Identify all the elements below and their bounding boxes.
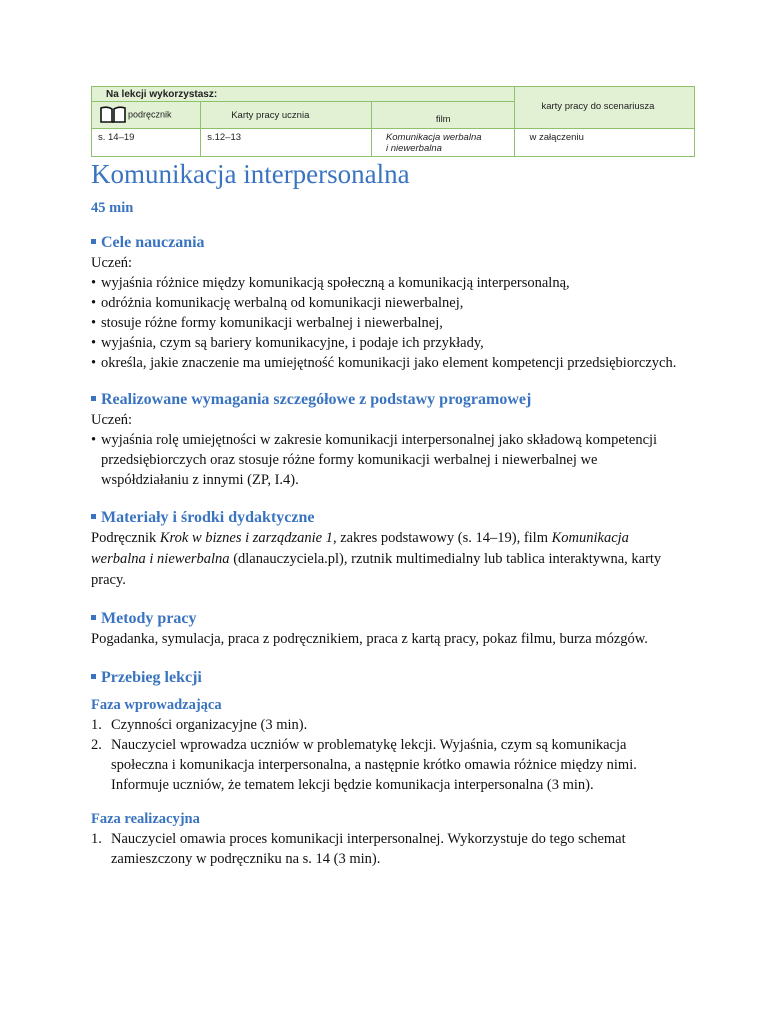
cele-list xyxy=(91,273,681,373)
section-heading-materialy xyxy=(91,508,681,528)
materialy-text: Podręcznik Krok w biznes i zarządzanie 1, zakres podstawowy (s. 14–19), film Komunikacja werbalna i niewerbalna (dlanauczyciela.pl), rzutnik multimedialny lub tablica interaktywna, karty pracy. xyxy=(91,530,662,588)
heading-text: Materiały i środki dydaktyczne xyxy=(101,509,315,526)
resources-table xyxy=(91,86,695,157)
heading-text: Cele nauczania xyxy=(101,234,205,251)
bullet-square-icon xyxy=(91,239,96,244)
wymagania-list xyxy=(91,430,681,490)
value-karty-pracy: s.12–13 xyxy=(201,129,372,157)
faza-wprowadzajaca-list xyxy=(91,715,681,795)
section-heading-cele xyxy=(91,233,681,253)
value-film-line2: i niewerbalna xyxy=(385,143,442,154)
value-podrecznik: s. 14–19 xyxy=(92,129,201,157)
value-scenariusz: w załączeniu xyxy=(515,129,695,157)
list-item: 1. Nauczyciel omawia proces komunikacji interpersonalnej. Wykorzystuje do tego schemat zamieszczony w podręczniku na s. 14 (3 min). xyxy=(91,831,626,867)
faza-realizacyjna-list xyxy=(91,829,681,869)
list-item: • wyjaśnia rolę umiejętności w zakresie komunikacji interpersonalnej jako składową kompetencji przedsiębiorczych oraz stosuje różne formy komunikacji werbalnej i niewerbalnej we współdziałaniu z innymi (ZP, I.4). xyxy=(91,432,658,488)
cele-intro: Uczeń: xyxy=(91,255,133,271)
value-film-line1: Komunikacja werbalna xyxy=(385,132,482,143)
faza-wprowadzajaca-heading: Faza wprowadzająca xyxy=(91,697,222,713)
table-title: Na lekcji wykorzystasz: xyxy=(92,87,515,102)
bullet-square-icon xyxy=(91,674,96,679)
header-karty-scenariusza: karty pracy do scenariusza xyxy=(515,87,695,129)
header-podrecznik-label: podręcznik xyxy=(128,109,172,120)
header-podrecznik xyxy=(92,102,201,129)
faza-realizacyjna-heading: Faza realizacyjna xyxy=(91,811,200,827)
bullet-square-icon xyxy=(91,514,96,519)
book-icon xyxy=(100,106,126,124)
value-film xyxy=(371,129,515,157)
duration: 45 min xyxy=(91,200,134,216)
list-item: • wyjaśnia różnice między komunikacją społeczną a komunikacją interpersonalną, xyxy=(91,275,570,291)
section-cele xyxy=(91,233,681,373)
list-item: • określa, jakie znaczenie ma umiejętność komunikacji jako element kompetencji przedsiębiorczych. xyxy=(91,355,677,371)
list-item: • wyjaśnia, czym są bariery komunikacyjne, i podaje ich przykłady, xyxy=(91,335,484,351)
list-item: • odróżnia komunikację werbalną od komunikacji niewerbalnej, xyxy=(91,295,464,311)
section-przebieg xyxy=(91,668,681,869)
bullet-square-icon xyxy=(91,396,96,401)
wymagania-intro: Uczeń: xyxy=(91,412,133,428)
heading-text: Przebieg lekcji xyxy=(101,669,202,686)
bullet-square-icon xyxy=(91,615,96,620)
page-title: Komunikacja interpersonalna xyxy=(91,159,410,189)
list-item: • stosuje różne formy komunikacji werbalnej i niewerbalnej, xyxy=(91,315,443,331)
section-materialy xyxy=(91,508,681,591)
list-item: 1. Czynności organizacyjne (3 min). xyxy=(91,717,308,733)
header-karty-pracy: Karty pracy ucznia xyxy=(201,102,372,129)
header-film: film xyxy=(371,102,515,129)
heading-text: Realizowane wymagania szczegółowe z podstawy programowej xyxy=(101,391,532,408)
section-heading-metody xyxy=(91,609,681,629)
metody-text: Pogadanka, symulacja, praca z podręcznikiem, praca z kartą pracy, pokaz filmu, burza mózgów. xyxy=(91,631,648,647)
lesson-content xyxy=(91,154,681,869)
list-item: 2. Nauczyciel wprowadza uczniów w problematykę lekcji. Wyjaśnia, czym są komunikacja społeczna i komunikacja interpersonalna, a następnie krótko omawia różnice między nimi. Informuje uczniów, że tematem lekcji będzie komunikacja interpersonalna (3 min). xyxy=(91,737,637,793)
section-heading-przebieg xyxy=(91,668,681,688)
section-wymagania xyxy=(91,390,681,490)
heading-text: Metody pracy xyxy=(101,610,197,627)
section-heading-wymagania xyxy=(91,390,681,410)
section-metody xyxy=(91,609,681,650)
